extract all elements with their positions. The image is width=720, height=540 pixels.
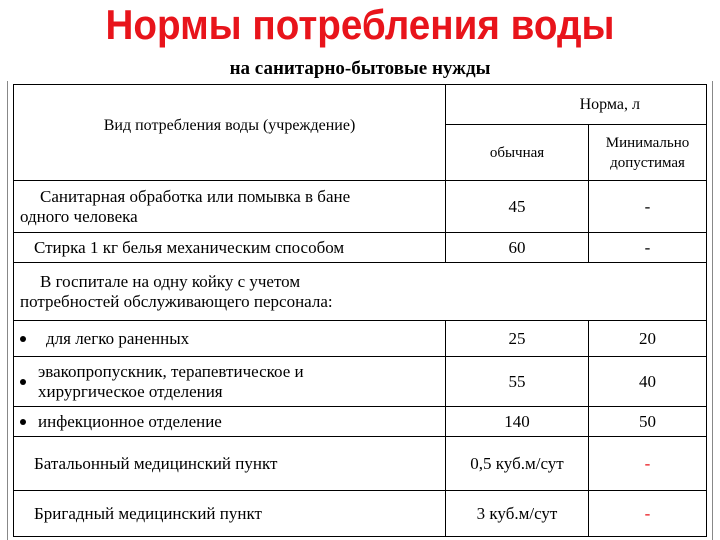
min-value: 40 [589, 357, 707, 407]
row-label: Стирка 1 кг белья механическим способом [14, 233, 446, 263]
row-label-line1: Санитарная обработка или помывка в бане [40, 186, 351, 206]
bullet-icon [20, 336, 26, 342]
page-title: Нормы потребления воды [105, 1, 615, 48]
row-label-cell [14, 181, 446, 233]
min-value: 50 [589, 407, 707, 437]
min-value: - [589, 181, 707, 233]
row-label-cell [14, 407, 446, 437]
table-row [14, 233, 707, 263]
usual-value: 60 [446, 233, 589, 263]
table-row [14, 491, 707, 537]
table-row [14, 437, 707, 491]
bullet-icon [20, 419, 26, 425]
header-usual-cell [446, 125, 589, 181]
header-min-label-line1: Минимально [605, 134, 690, 151]
min-value: - [589, 233, 707, 263]
header-min-cell [589, 125, 707, 181]
min-value: - [589, 437, 707, 491]
usual-value: 55 [446, 357, 589, 407]
header-norm-label: Норма, л [579, 95, 641, 113]
group-label-cell [14, 263, 707, 321]
table-row [14, 407, 707, 437]
table-row [14, 357, 707, 407]
row-label-cell [14, 321, 446, 357]
header-norm-cell [446, 85, 707, 125]
row-label: инфекционное отделение [38, 411, 222, 431]
header-type-cell [14, 85, 446, 181]
usual-value: 25 [446, 321, 589, 357]
page-subtitle: на санитарно-бытовые нужды [229, 58, 491, 79]
header-row-1 [14, 85, 707, 125]
min-value: - [589, 491, 707, 537]
header-usual-label: обычная [489, 144, 545, 161]
usual-value: 140 [446, 407, 589, 437]
usual-value: 45 [446, 181, 589, 233]
row-label: для легко раненных [46, 328, 190, 348]
group-label-line2: потребностей обслуживающего персонала: [20, 291, 333, 311]
group-label-line1: В госпитале на одну койку с учетом [40, 271, 301, 291]
min-value: 20 [589, 321, 707, 357]
row-label-cell [14, 357, 446, 407]
header-type-label: Вид потребления воды (учреждение) [103, 116, 356, 134]
bullet-icon [20, 379, 26, 385]
table-row [14, 181, 707, 233]
usual-value: 0,5 куб.м/сут [446, 437, 589, 491]
table-row [14, 321, 707, 357]
table-row-group [14, 263, 707, 321]
row-label-line2: хирургическое отделения [38, 381, 223, 401]
row-label: Батальонный медицинский пункт [14, 437, 446, 491]
water-norms-table [13, 84, 707, 537]
row-label: Бригадный медицинский пункт [14, 491, 446, 537]
header-min-label-line2: допустимая [610, 154, 685, 171]
row-label-line1: эвакопропускник, терапевтическое и [38, 361, 304, 381]
usual-value: 3 куб.м/сут [446, 491, 589, 537]
right-rule [712, 81, 713, 540]
left-rule [7, 81, 8, 540]
row-label-line2: одного человека [20, 206, 138, 226]
